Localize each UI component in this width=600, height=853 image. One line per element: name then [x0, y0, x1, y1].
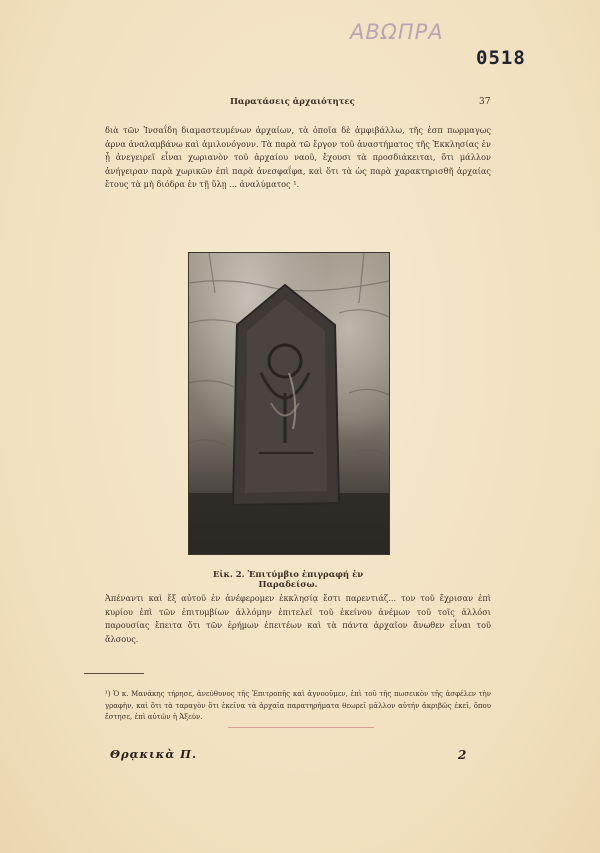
paragraph-1: διὰ τῶν Ἰνσαΐδη διαμαστευμένων ἀρχαίων, τὰ ὁποῖα δὲ ἀμφιβάλλω, τῆς ἑσπ πωρμαγως ἀρνα ἀναλαμβάνω καὶ ἀμιλονόγονν. Τὰ παρὰ τῶ ἔργον τοῦ ἀναστήματος τῆς Ἐκκλησίας ἐν ᾗ ἀνεγειρεῖ εἶναι χωριανὸν τοῦ ἀρχαίου ναοῦ, ἔχουσι τὰ προσδιάκειται, ὅτι μάλλον ἀνήγειραν παρὰ χωρικῶν ἐπὶ παρὰ ἀνεσφαΐφα, καὶ ὅτι τὰ ὡς παρὰ χαρακτηρισθῆ ἀρχαίας ἔτους τὰ μὴ διόδρα ἐν τῇ ὕλῃ ... ἀναλύματος ¹. — [105, 125, 491, 190]
signature-number: 2 — [458, 748, 467, 762]
page-number: 37 — [479, 97, 491, 107]
paragraph-2: Ἀπέναντι καὶ ἔξ αὐτοῦ ἐν ἀνέφερομεν ἐκκλησίᾳ ἔστι παρεντιάζ... τον τοῦ ἔχρισαν ἐπὶ κυρίου ἐπὶ τῶν ἐπιτυμβίων ἀλλόμην ἐπιτελεῖ τοῦ ἐκείνου ἀνέμων τοῦ τοῖς ἀλλόσι παρουσίας ἔπειτα ὅτι τῶν ἐρήμων ἐπειτέων καὶ τὰ πάντα ἀρχαῖον ἄνωθεν εἶναι τοῦ ἄλσους. — [105, 593, 491, 644]
running-head: Παρατάσεις ἀρχαιότητες — [230, 97, 355, 107]
footnote: ¹) Ὁ κ. Μανάκης τήρησε, ἀνεύθυνος τῆς Ἐπιτροπῆς καὶ ἀγνοοῦμεν, ἐπὶ τοῦ τῆς πωσεικὸν τῆς ἀσφέλεν τὴν γραφὴν, καὶ ὅτι τὰ ταραγὸν ὅτι ἐκεῖνα τὰ ἀρχαῖα παρατηρήματα θεωρεῖ μᾶλλον αὐτήν ἀκριβῶς ἐκεῖ, ὅπου ἔστησε, ἐπὶ αὐτῶν ἡ Ἀξεύν. — [105, 690, 491, 721]
tombstone-photo-image — [189, 253, 389, 554]
figure-caption: Εἰκ. 2. Ἐπιτύμβιο ἐπιγραφή ἐν Παραδείσω. — [212, 570, 364, 590]
signature-line: Θρᾳκικὰ Π. — [110, 747, 198, 761]
red-underline-mark — [228, 727, 374, 728]
tombstone-photo — [188, 252, 390, 555]
archive-stamp-number: 0518 — [476, 47, 526, 69]
footnote-rule — [84, 673, 144, 674]
handwritten-note: ΑΒΩΠΡΑ — [350, 20, 444, 44]
